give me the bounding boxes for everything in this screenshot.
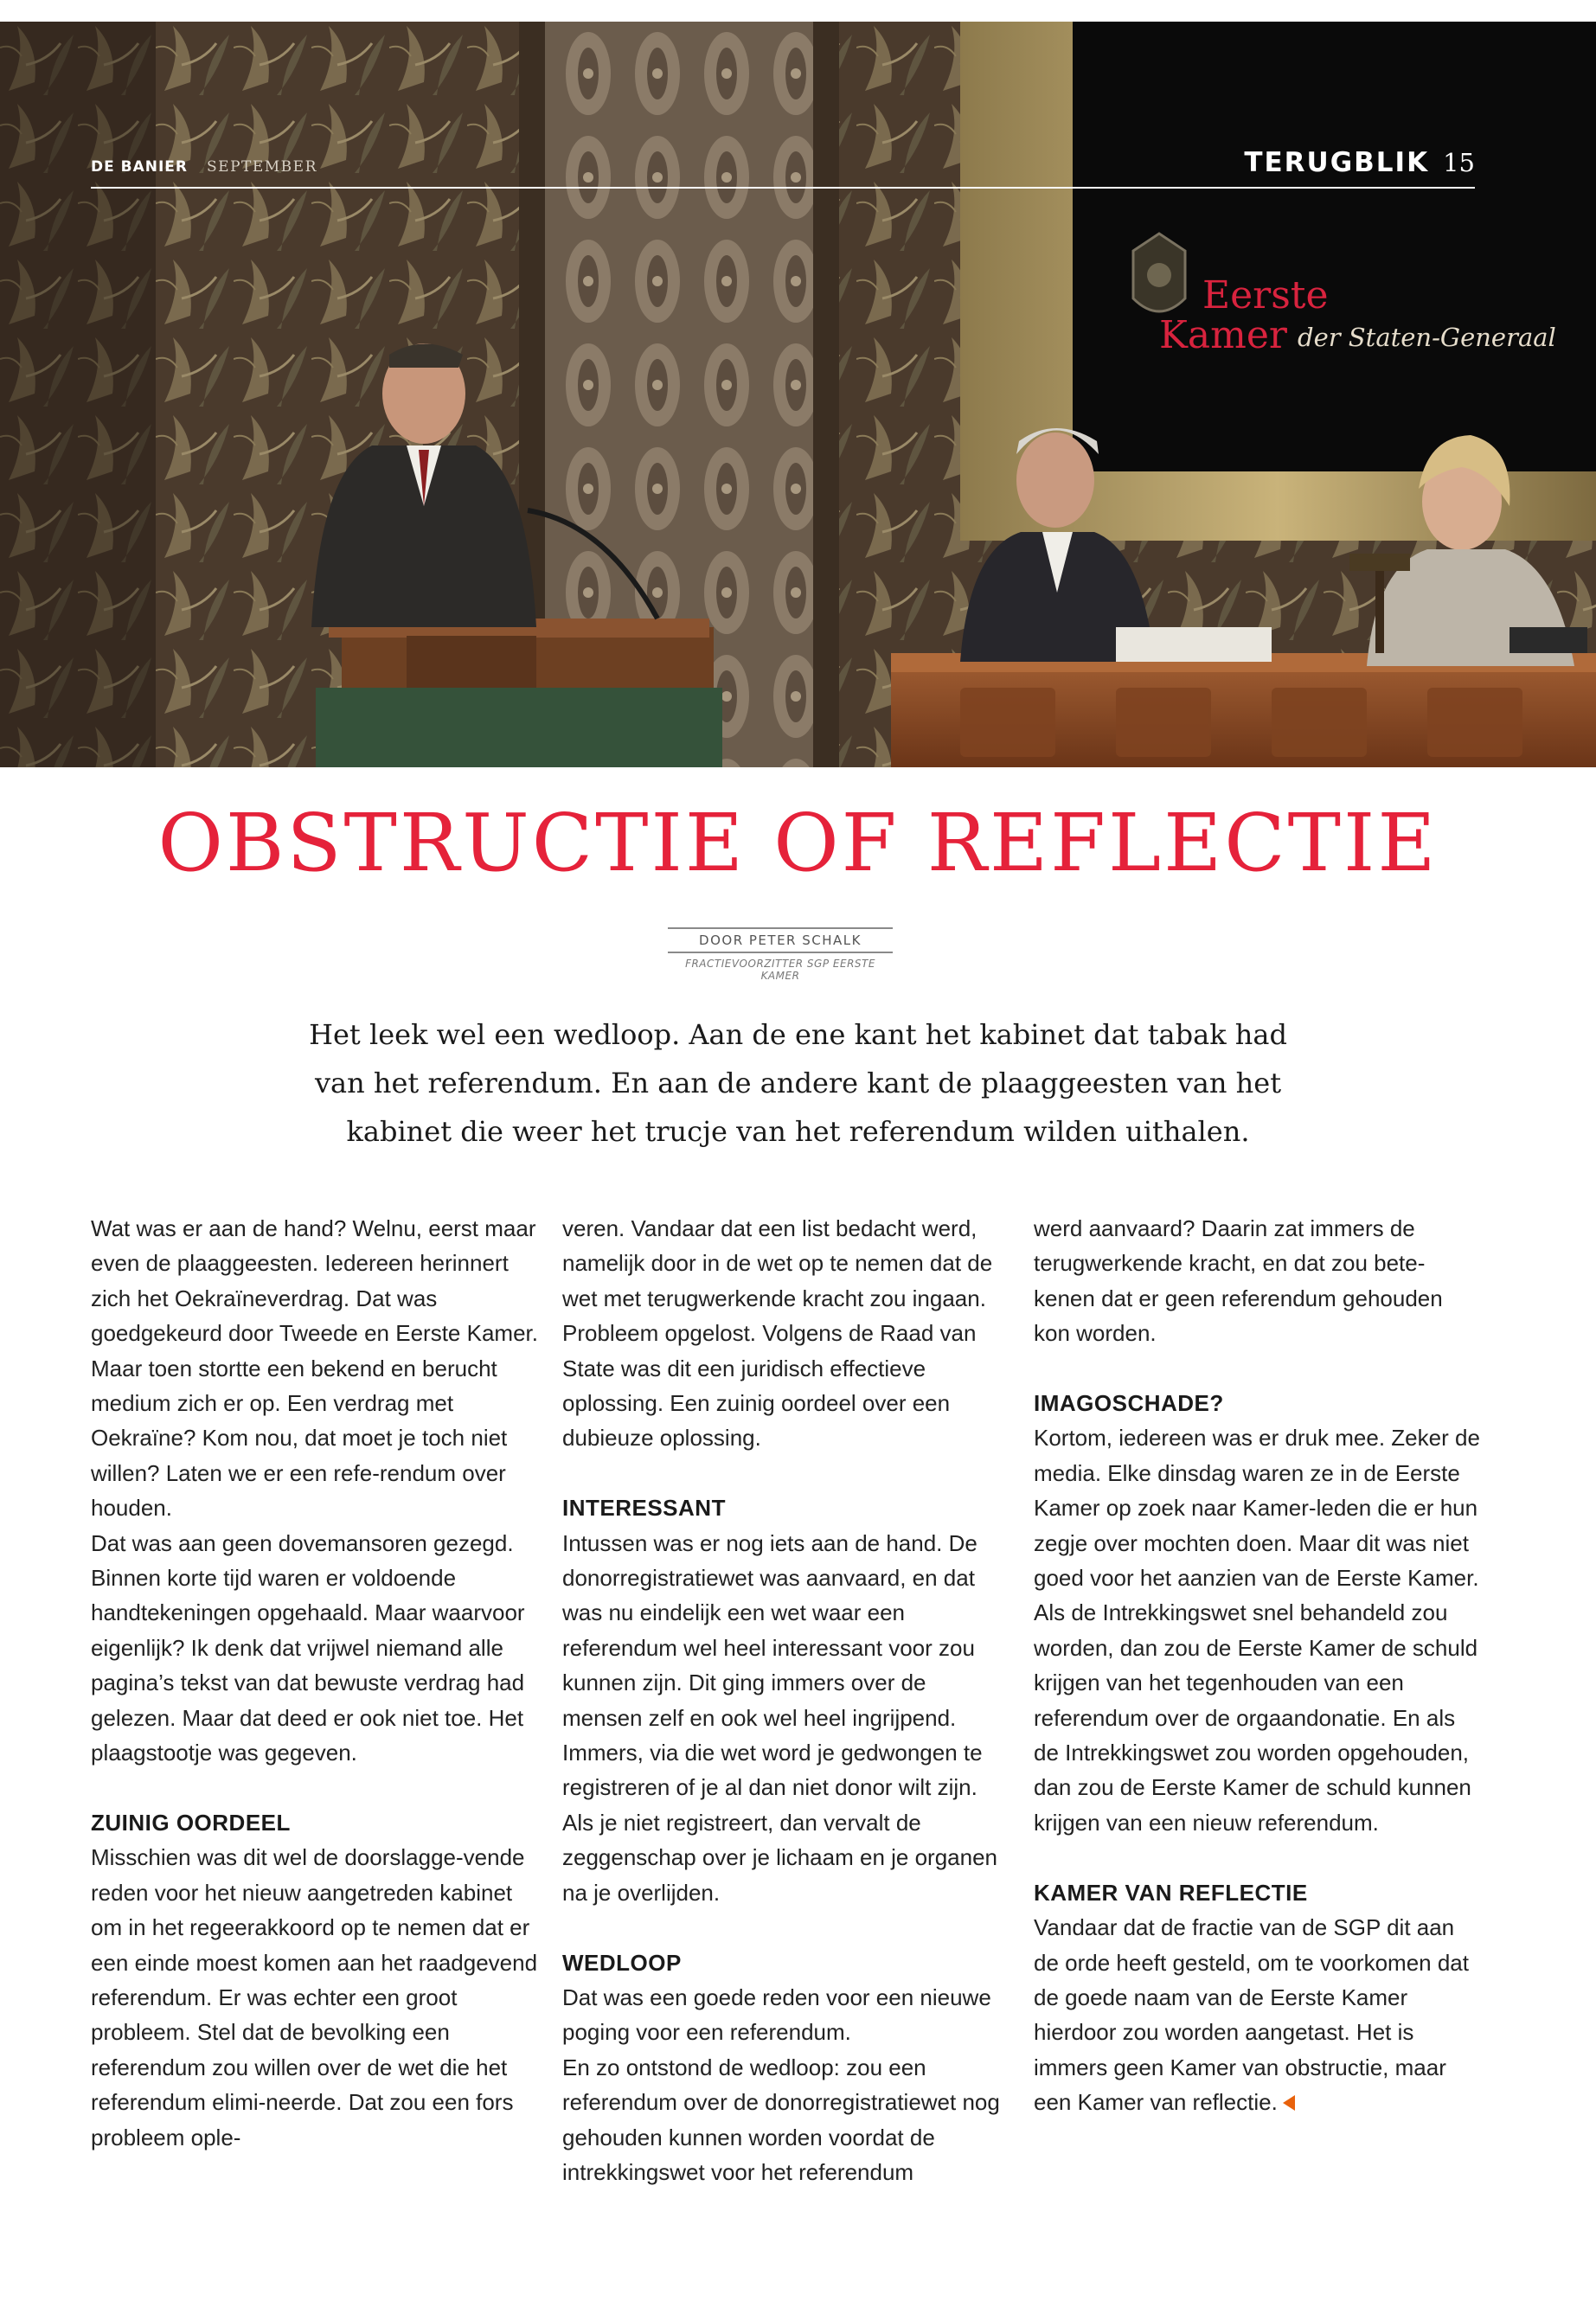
paragraph: veren. Vandaar dat een list bedacht werd, namelijk door in de wet op te nemen dat de wet met terugwerkende kracht zou ingaan. Probleem opgelost. Volgens de Raad van State was dit een juridisch effectieve oplossing. Een zuinig oordeel over een dubieuze oplossing. <box>562 1215 993 1452</box>
senate-chamber-illustration <box>0 22 1596 767</box>
body-column-3 <box>1034 1211 1484 2120</box>
byline-role: FRACTIEVOORZITTER SGP EERSTE KAMER <box>685 958 875 982</box>
byline <box>668 927 893 982</box>
byline-top-rule <box>668 927 893 929</box>
magazine-name: DE BANIER <box>91 158 189 176</box>
byline-rule <box>668 952 893 953</box>
subheading-interessant: INTERESSANT <box>562 1495 726 1522</box>
subheading-zuinig-oordeel: ZUINIG OORDEEL <box>91 1809 291 1836</box>
issue-month: SEPTEMBER <box>207 158 317 176</box>
eerste-kamer-logo <box>1112 238 1561 376</box>
article-title: OBSTRUCTIE OF REFLECTIE <box>157 797 1439 889</box>
paragraph: Dat was een goede reden voor een nieuwe poging voor een referendum. <box>562 1984 991 2046</box>
header-rule <box>91 187 1475 189</box>
paragraph: Kortom, iedereen was er druk mee. Zeker de media. Elke dinsdag waren ze in de Eerste Kamer op zoek naar Kamer-leden die er hun zegje over mochten doen. Maar dit was niet goed voor het aanzien van de Eerste Kamer. Als de Intrekkingswet snel behandeld zou worden, dan zou de Eerste Kamer de schuld krijgen van het tegenhouden van een referendum over de orgaandonatie. En als de Intrekkingswet zou worden opgehouden, dan zou de Eerste Kamer de schuld kunnen krijgen van een nieuw referendum. <box>1034 1425 1480 1836</box>
end-of-article-icon <box>1283 2095 1295 2111</box>
logo-name-line2: Kamer <box>1159 313 1287 357</box>
paragraph-final <box>1034 1910 1484 2119</box>
paragraph: Misschien was dit wel de doorslagge-vende reden voor het nieuw aangetreden kabinet om in het regeerakkoord op te nemen dat er een einde moest komen aan het raadgevend referendum. Er was echter een groot probleem. Stel dat de bevolking een referendum zou willen over de wet die het referendum elimi-neerde. Dat zou een fors probleem ople- <box>91 1844 538 2150</box>
page-number: 15 <box>1443 148 1475 177</box>
body-column-1 <box>91 1211 541 2155</box>
paragraph: En zo ontstond de wedloop: zou een referendum over de donorregistratiewet nog gehouden kunnen worden voordat de intrekkingswet voor het referendum <box>562 2054 1000 2185</box>
article-intro: Het leek wel een wedloop. Aan de ene kant het kabinet dat tabak had van het referendum. En aan de andere kant de plaaggeesten van het kabinet die weer het trucje van het referendum wilden uithalen. <box>309 1018 1287 1148</box>
body-column-2 <box>562 1211 1012 2189</box>
paragraph: Dat was aan geen dovemansoren gezegd. Binnen korte tijd waren er voldoende handtekeningen opgehaald. Maar waarvoor eigenlijk? Ik denk dat vrijwel niemand alle pagina’s tekst van dat bewuste verdrag had gelezen. Maar dat deed er ook niet toe. Het plaagstootje was gegeven. <box>91 1529 525 1766</box>
paragraph: Wat was er aan de hand? Welnu, eerst maar even de plaaggeesten. Iedereen herinnert zich het Oekraïneverdrag. Dat was goedgekeurd door Tweede en Eerste Kamer. Maar toen stortte een bekend en berucht medium zich er op. Een verdrag met Oekraïne? Kom nou, dat moet je toch niet willen? Laten we er een refe-rendum over houden. <box>91 1215 538 1522</box>
subheading-wedloop: WEDLOOP <box>562 1949 682 1976</box>
subheading-imagoschade: IMAGOSCHADE? <box>1034 1390 1224 1417</box>
paragraph: werd aanvaard? Daarin zat immers de terugwerkende kracht, en dat zou bete-kenen dat er geen referendum gehouden kon worden. <box>1034 1215 1443 1347</box>
byline-author: DOOR PETER SCHALK <box>699 933 862 948</box>
section-name: TERUGBLIK <box>1244 147 1430 178</box>
final-paragraph-text: Vandaar dat de fractie van de SGP dit aan de orde heeft gesteld, om te voorkomen dat de goede naam van de Eerste Kamer hierdoor zou worden aangetast. Het is immers geen Kamer van obstructie, maar een Kamer van reflectie. <box>1034 1914 1469 2116</box>
logo-subtitle: der Staten-Generaal <box>1298 323 1556 352</box>
paragraph: Intussen was er nog iets aan de hand. De donorregistratiewet was aanvaard, en dat was nu eindelijk een wet waar een referendum wel heel interessant voor zou kunnen zijn. Dit ging immers over de mensen zelf en ook wel heel ingrijpend. Immers, via die wet word je gedwongen te registreren of je al dan niet donor wilt zijn. Als je niet registreert, dan vervalt de zeggenschap over je lichaam en je organen na je overlijden. <box>562 1529 998 1906</box>
subheading-kamer-van-reflectie: KAMER VAN REFLECTIE <box>1034 1879 1308 1906</box>
running-header-right <box>1244 147 1475 178</box>
hero-photo <box>0 22 1596 767</box>
logo-name-line1: Eerste <box>1202 273 1329 317</box>
running-header-left <box>91 158 317 176</box>
